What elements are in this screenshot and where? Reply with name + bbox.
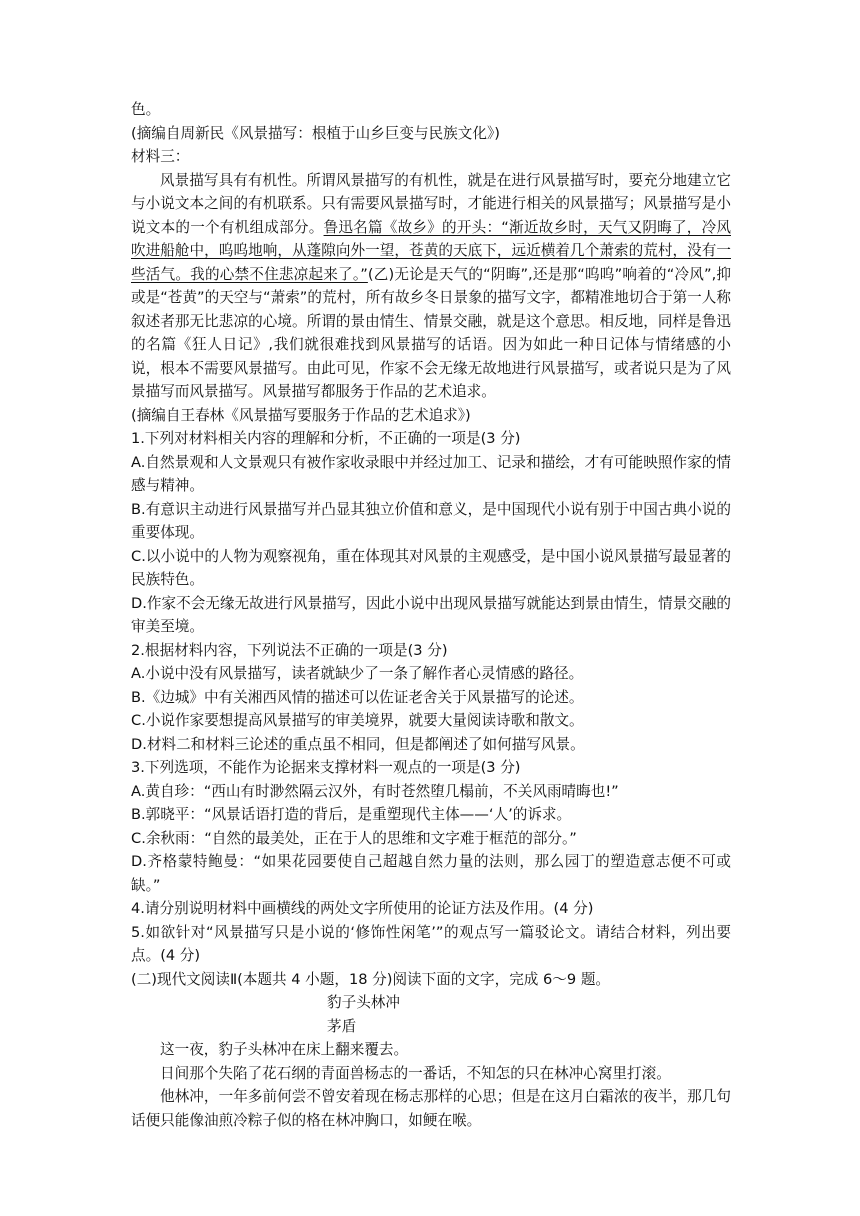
option-a: A.小说中没有风景描写，读者就缺少了一条了解作者心灵情感的路径。 <box>131 665 584 682</box>
question-3: 3.下列选项，不能作为论据来支撑材料一观点的一项是(3 分) <box>131 759 521 776</box>
story-author: 茅盾 <box>327 1017 357 1035</box>
material-three-paragraph <box>131 169 731 404</box>
question-5: 5.如欲针对“风景描写只是小说的‘修饰性闲笔’”的观点写一篇驳论文。请结合材料，列出要点。(4 分) <box>131 923 731 964</box>
option-b: B.《边城》中有关湘西风情的描述可以佐证老舍关于风景描写的论述。 <box>131 688 584 706</box>
option-a: A.黄自珍：“西山有时渺然隔云汉外，有时苍然堕几榻前，不关风雨晴晦也!” <box>131 782 619 800</box>
question-1: 1.下列对材料相关内容的理解和分析，不正确的一项是(3 分) <box>131 430 521 447</box>
paragraph-text: 风景描写具有有机性。所谓风景描写的有机性，就是在进行风景描写时，要充分地建立它与小说文本之间的有机联系。只有需要风景描写时，才能进行相关的风景描写；风景描写是小说文本的一个有机组成部分。 <box>131 171 731 236</box>
text-line: 色。 <box>131 101 161 118</box>
story-paragraph: 他林冲，一年多前何尝不曾安着现在杨志那样的心思；但是在这月白霜浓的夜半，那几句话便只能像油煎冷粽子似的格在林冲胸口，如鲠在喉。 <box>131 1088 731 1129</box>
option-b: B.有意识主动进行风景描写并凸显其独立价值和意义，是中国现代小说有别于中国古典小说的重要体现。 <box>131 500 731 541</box>
source-citation: (摘编自周新民《风景描写：根植于山乡巨变与民族文化》) <box>131 124 500 142</box>
option-c: C.小说作家要想提高风景描写的审美境界，就要大量阅读诗歌和散文。 <box>131 712 584 729</box>
story-paragraph: 这一夜，豹子头林冲在床上翻来覆去。 <box>160 1041 409 1058</box>
option-d: D.材料二和材料三论述的重点虽不相同，但是都阐述了如何描写风景。 <box>131 735 585 753</box>
option-c: C.以小说中的人物为观察视角，重在体现其对风景的主观感受，是中国小说风景描写最显著的民族特色。 <box>131 547 731 588</box>
document-page <box>131 98 731 1132</box>
story-paragraph: 日间那个失陷了花石纲的青面兽杨志的一番话，不知怎的只在林冲心窝里打滚。 <box>160 1064 671 1082</box>
section-heading: (二)现代文阅读Ⅱ(本题共 4 小题，18 分)阅读下面的文字，完成 6～9 题。 <box>131 970 611 988</box>
question-2: 2.根据材料内容，下列说法不正确的一项是(3 分) <box>131 641 448 659</box>
option-b: B.郭晓平：“风景话语打造的背后，是重塑现代主体——‘人’的诉求。 <box>131 806 572 823</box>
story-title: 豹子头林冲 <box>327 994 400 1011</box>
option-d: D.齐格蒙特鲍曼：“如果花园要使自己超越自然力量的法则，那么园丁的塑造意志便不可或缺。” <box>131 853 731 894</box>
option-a: A.自然景观和人文景观只有被作家收录眼中并经过加工、记录和描绘，才有可能映照作家的情感与精神。 <box>131 453 731 494</box>
underlined-quote: 鲁迅名篇《故乡》的开头：“渐近故乡时，天气又阴晦了，冷风吹进船舱中，呜呜地响，从蓬隙向外一望，苍黄的天底下，远近横着几个萧索的荒村，没有一些活气。我的心禁不住悲凉起来了。” <box>131 218 731 283</box>
question-4: 4.请分别说明材料中画横线的两处文字所使用的论证方法及作用。(4 分) <box>131 900 594 917</box>
option-c: C.余秋雨：“自然的最美处，正在于人的思维和文字难于框范的部分。” <box>131 829 577 847</box>
paragraph-text: (乙)无论是天气的“阴晦”,还是那“呜呜”响着的“冷风”,抑或是“苍黄”的天空与“萧索”的荒村，所有故乡冬日景象的描写文字，都精准地切合于第一人称叙述者那无比悲凉的心境。所谓的景由情生、情景交融，就是这个意思。相反地，同样是鲁迅的名篇《狂人日记》,我们就很难找到风景描写的话语。因为如此一种日记体与情绪感的小说，根本不需要风景描写。由此可见，作家不会无缘无故地进行风景描写，或者说只是为了风景描写而风景描写。风景描写都服务于作品的艺术追求。 <box>131 265 732 400</box>
material-heading: 材料三： <box>131 148 190 165</box>
source-citation: (摘编自王春林《风景描写要服务于作品的艺术追求》) <box>131 406 471 424</box>
option-d: D.作家不会无缘无故进行风景描写，因此小说中出现风景描写就能达到景由情生，情景交融的审美至境。 <box>131 594 731 635</box>
